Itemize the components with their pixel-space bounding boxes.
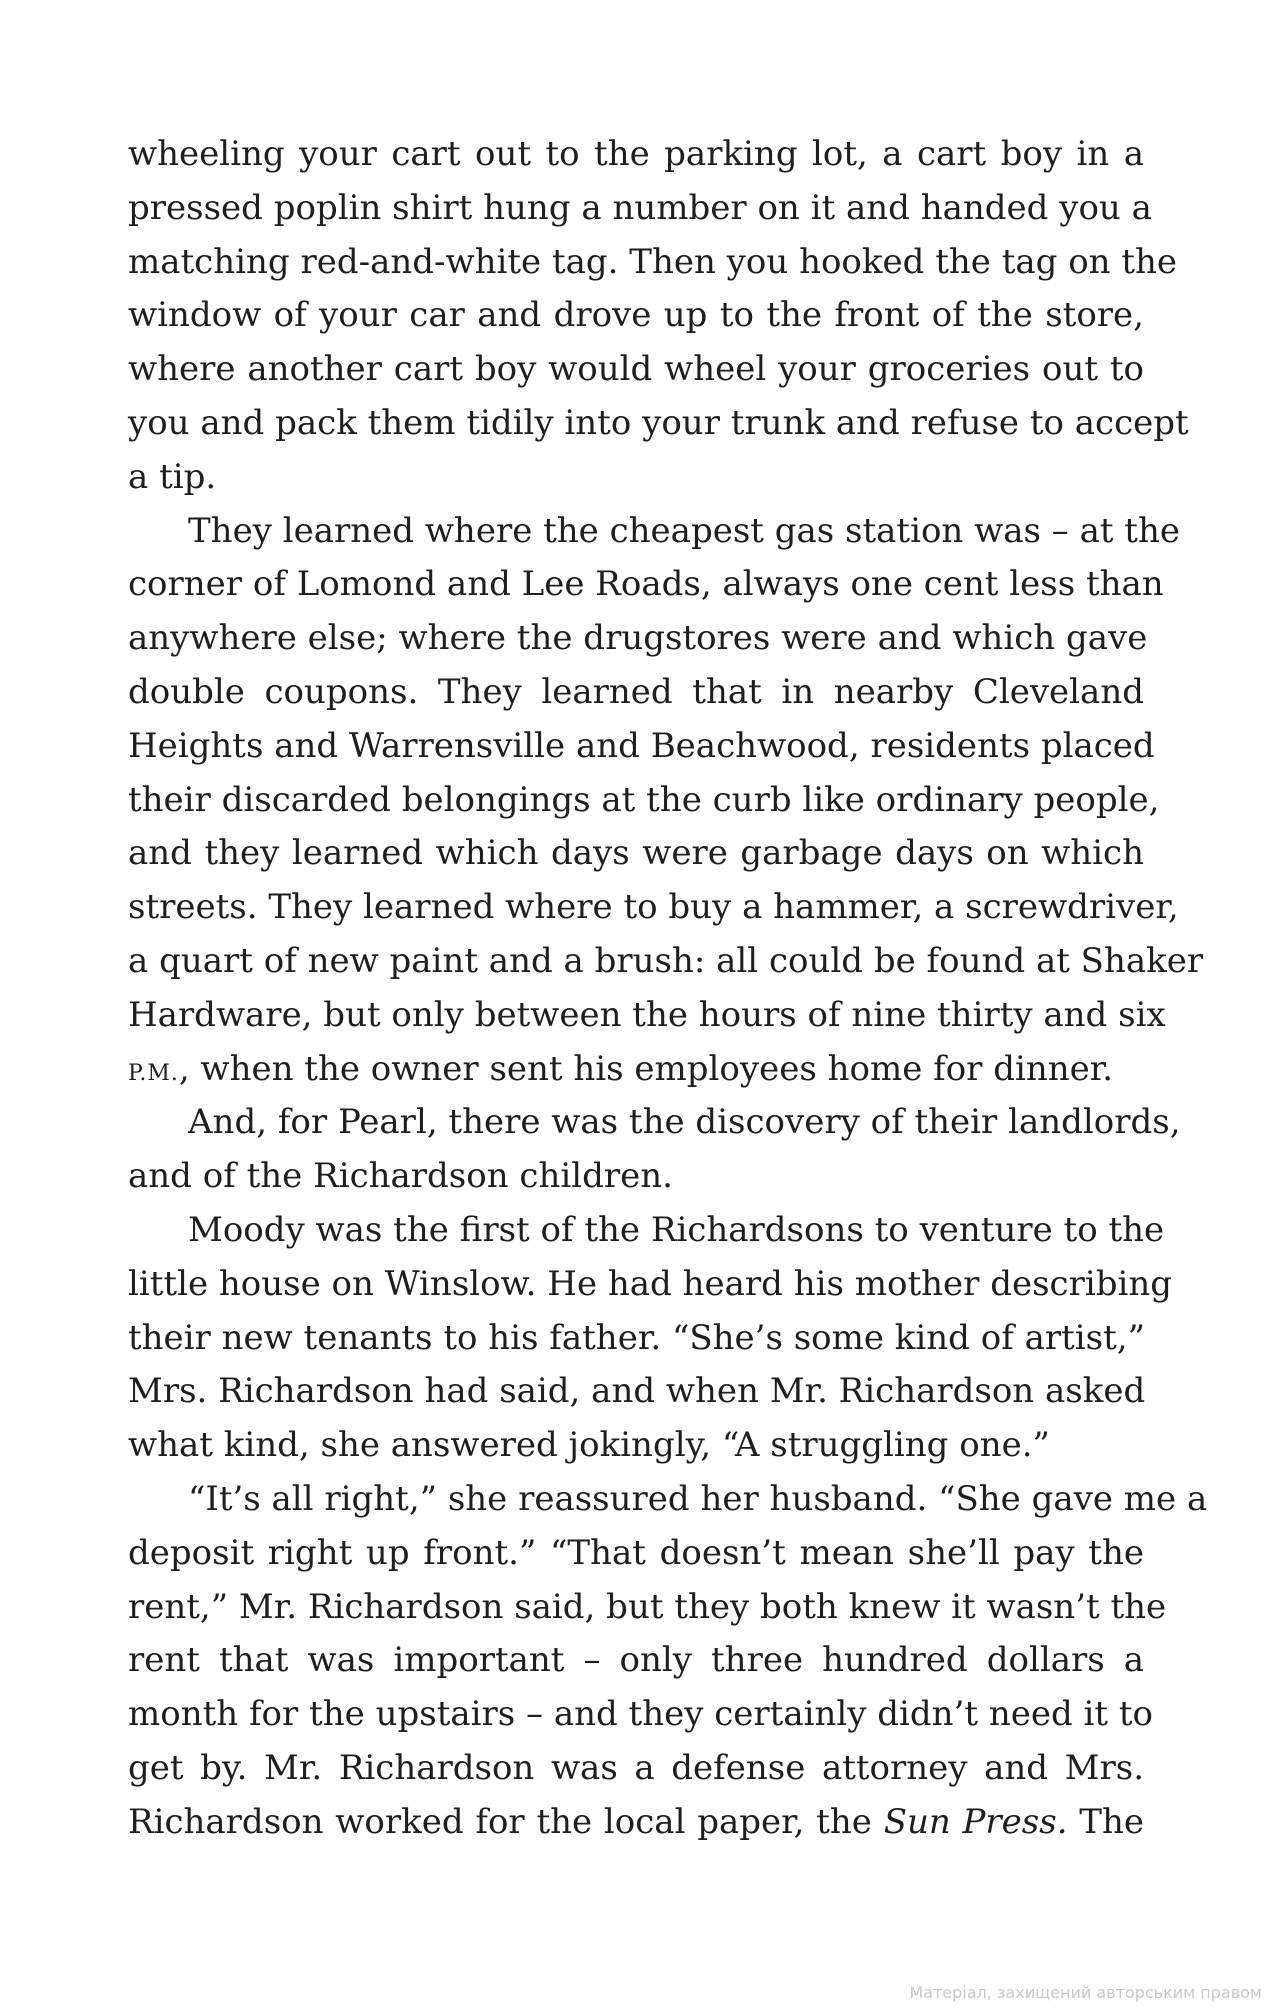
copyright-watermark: Матеріал, захищений авторським правом	[909, 1983, 1262, 2002]
text-line: Hardware, but only between the hours of nine thirty and six	[128, 994, 1166, 1035]
text-line: their new tenants to his father. “She’s some kind of artist,”	[128, 1317, 1145, 1358]
text-run: Richardson worked for the local paper, the	[128, 1801, 884, 1842]
newspaper-title: Sun Press.	[883, 1801, 1068, 1842]
text-line: And, for Pearl, there was the discovery of their landlords,	[188, 1102, 1181, 1143]
text-line: deposit right up front.” “That doesn’t mean she’ll pay the	[128, 1532, 1144, 1573]
text-line: Mrs. Richardson had said, and when Mr. Richardson asked	[128, 1371, 1146, 1412]
text-line: wheeling your cart out to the parking lot, a cart boy in a	[128, 134, 1144, 174]
text-line: “It’s all right,” she reassured her husband. “She gave me a	[188, 1478, 1208, 1519]
text-run: , when the owner sent his employees home for dinner.	[178, 1048, 1114, 1089]
time-abbreviation: P.M.	[128, 1060, 179, 1086]
text-line: pressed poplin shirt hung a number on it and handed you a	[128, 187, 1152, 228]
text-line: matching red-and-white tag. Then you hooked the tag on the	[128, 241, 1178, 282]
text-line	[128, 1796, 1144, 1850]
text-line: what kind, she answered jokingly, “A struggling one.”	[128, 1425, 1050, 1466]
text-line: you and pack them tidily into your trunk and refuse to accept	[128, 402, 1189, 443]
text-line: and of the Richardson children.	[128, 1156, 673, 1197]
text-line: month for the upstairs – and they certainly didn’t need it to	[128, 1694, 1154, 1735]
text-line: a tip.	[128, 456, 217, 497]
paragraph-2	[128, 505, 1204, 1097]
text-line: and they learned which days were garbage days on which	[128, 833, 1144, 874]
text-line: little house on Winslow. He had heard his mother describing	[128, 1263, 1173, 1304]
paragraph-4	[128, 1204, 1173, 1473]
paragraph-5	[128, 1473, 1208, 1850]
text-line: rent that was important – only three hundred dollars a	[128, 1640, 1144, 1681]
paragraph-1	[128, 128, 1189, 505]
text-line: rent,” Mr. Richardson said, but they both knew it wasn’t the	[128, 1586, 1167, 1627]
text-line: Heights and Warrensville and Beachwood, residents placed	[128, 725, 1155, 766]
text-line	[128, 1043, 1144, 1097]
text-run: The	[1067, 1801, 1144, 1842]
text-line: their discarded belongings at the curb like ordinary people,	[128, 779, 1160, 820]
text-line: corner of Lomond and Lee Roads, always one cent less than	[128, 564, 1164, 605]
text-line: window of your car and drove up to the front of the store,	[128, 295, 1144, 336]
text-line: double coupons. They learned that in nearby Cleveland	[128, 671, 1144, 712]
text-line: They learned where the cheapest gas station was – at the	[188, 510, 1180, 551]
text-line: streets. They learned where to buy a hammer, a screwdriver,	[128, 887, 1179, 928]
text-line: a quart of new paint and a brush: all could be found at Shaker	[128, 940, 1204, 981]
book-page	[128, 128, 1208, 1850]
text-line: get by. Mr. Richardson was a defense attorney and Mrs.	[128, 1747, 1144, 1788]
text-line: Moody was the first of the Richardsons to venture to the	[188, 1209, 1165, 1250]
paragraph-3	[128, 1096, 1181, 1204]
text-line: anywhere else; where the drugstores were and which gave	[128, 618, 1148, 659]
text-line: where another cart boy would wheel your groceries out to	[128, 349, 1144, 390]
